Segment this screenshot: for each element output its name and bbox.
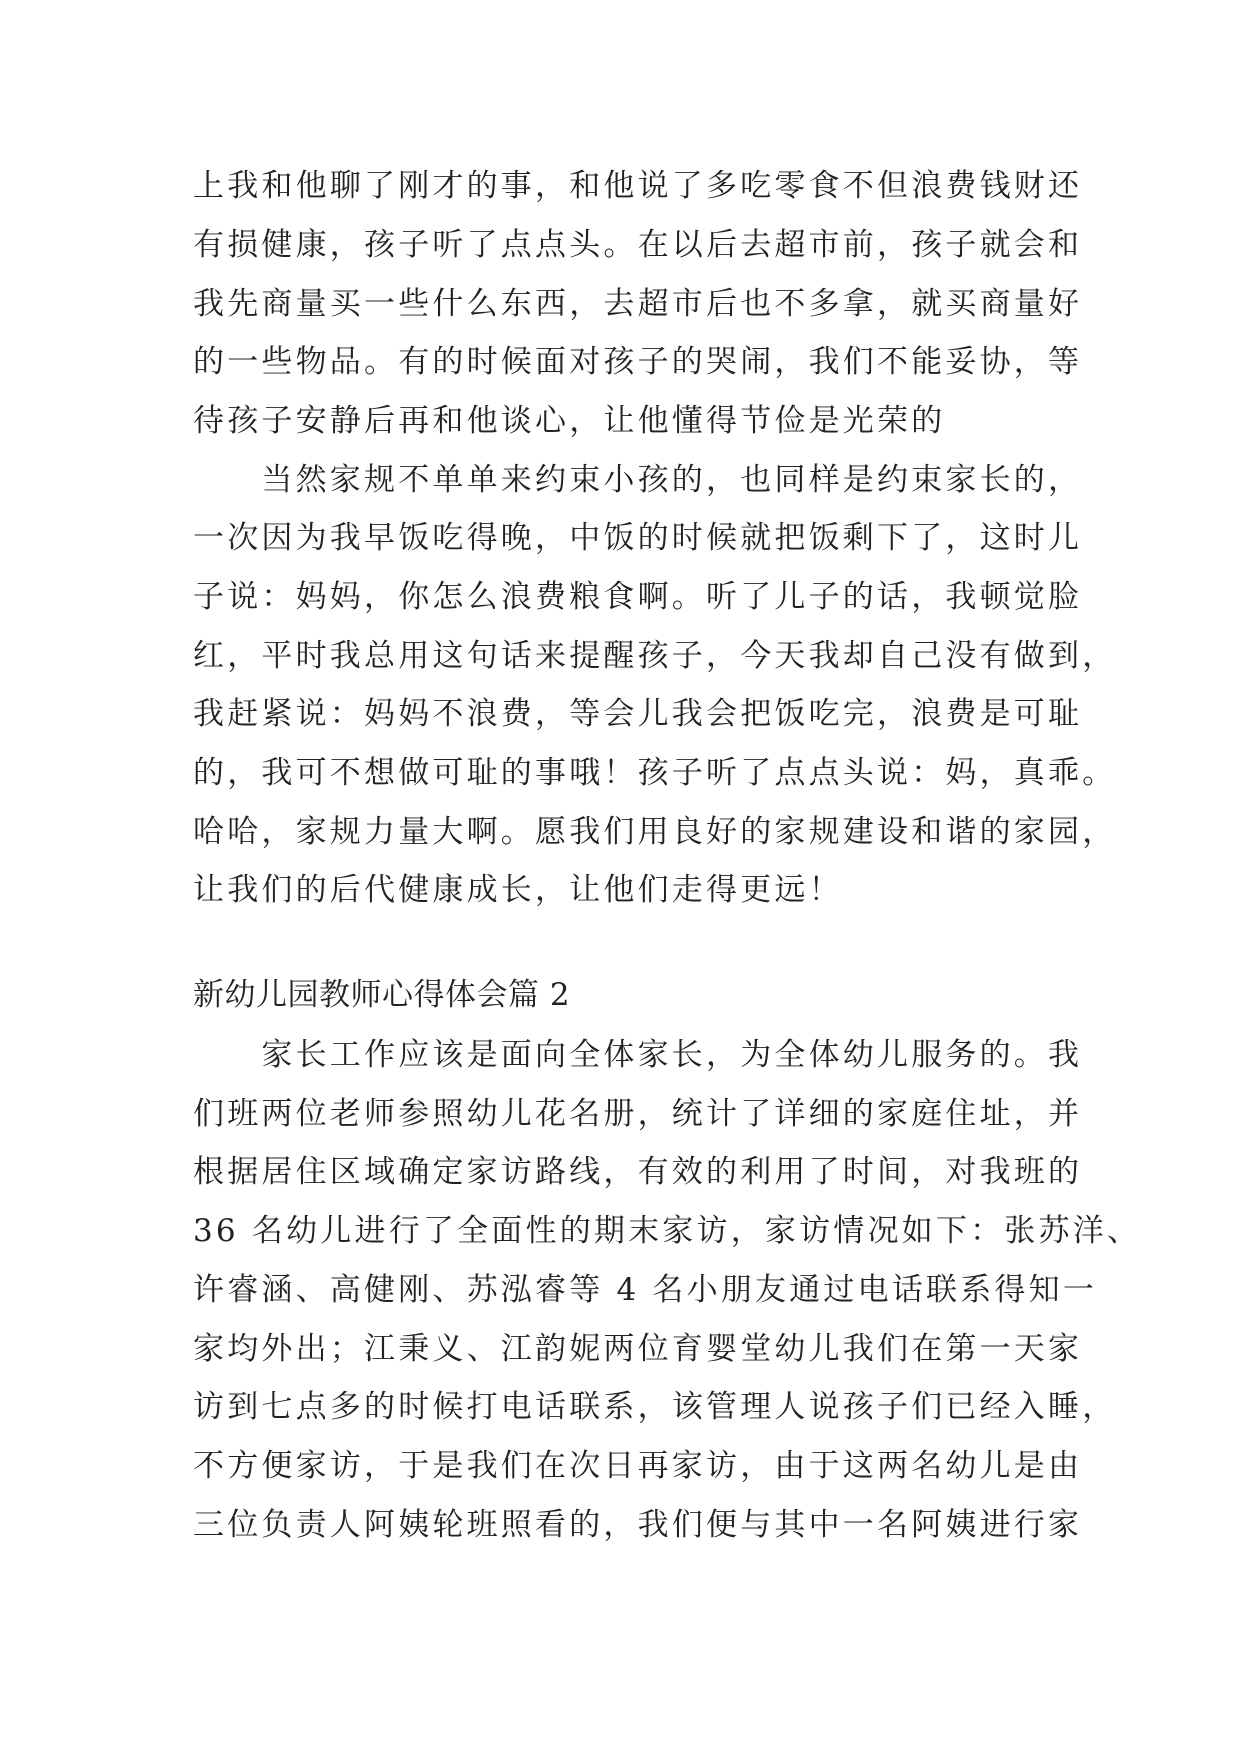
paragraph-1-line-5: 待孩子安静后再和他谈心，让他懂得节俭是光荣的 [193,403,946,439]
paragraph-3-line-4: 36 名幼儿进行了全面性的期末家访，家访情况如下：张苏洋、 [193,1213,1142,1249]
paragraph-3-line-9: 三位负责人阿姨轮班照看的，我们便与其中一名阿姨进行家 [193,1507,1083,1543]
paragraph-2-line-5: 我赶紧说：妈妈不浪费，等会儿我会把饭吃完，浪费是可耻 [193,696,1083,732]
paragraph-2-line-6: 的，我可不想做可耻的事哦！孩子听了点点头说：妈，真乖。 [193,755,1117,791]
paragraph-3-line-1: 家长工作应该是面向全体家长，为全体幼儿服务的。我 [193,1037,1083,1073]
paragraph-3-line-3: 根据居住区域确定家访路线，有效的利用了时间，对我班的 [193,1154,1083,1190]
paragraph-2-line-4: 红，平时我总用这句话来提醒孩子，今天我却自己没有做到， [193,638,1117,674]
paragraph-1-line-4: 的一些物品。有的时候面对孩子的哭闹，我们不能妥协，等 [193,344,1083,380]
paragraph-2-line-2: 一次因为我早饭吃得晚，中饭的时候就把饭剩下了，这时儿 [193,520,1083,556]
paragraph-3-line-2: 们班两位老师参照幼儿花名册，统计了详细的家庭住址，并 [193,1096,1083,1132]
paragraph-3-line-8: 不方便家访，于是我们在次日再家访，由于这两名幼儿是由 [193,1448,1083,1484]
paragraph-2-line-1: 当然家规不单单来约束小孩的，也同样是约束家长的， [193,462,1083,498]
paragraph-3-line-5: 许睿涵、高健刚、苏泓睿等 4 名小朋友通过电话联系得知一 [193,1272,1098,1308]
paragraph-1-line-2: 有损健康，孩子听了点点头。在以后去超市前，孩子就会和 [193,227,1083,263]
paragraph-1-line-1: 上我和他聊了刚才的事，和他说了多吃零食不但浪费钱财还 [193,168,1083,204]
paragraph-2-line-8: 让我们的后代健康成长，让他们走得更远！ [193,872,843,908]
paragraph-2-line-7: 哈哈，家规力量大啊。愿我们用良好的家规建设和谐的家园， [193,814,1117,850]
paragraph-3-line-6: 家均外出；江秉义、江韵妮两位育婴堂幼儿我们在第一天家 [193,1331,1083,1367]
paragraph-2-line-3: 子说：妈妈，你怎么浪费粮食啊。听了儿子的话，我顿觉脸 [193,579,1083,615]
paragraph-3-line-7: 访到七点多的时候打电话联系，该管理人说孩子们已经入睡， [193,1389,1117,1425]
section-heading: 新幼儿园教师心得体会篇 2 [193,977,571,1013]
paragraph-1-line-3: 我先商量买一些什么东西，去超市后也不多拿，就买商量好 [193,286,1083,322]
